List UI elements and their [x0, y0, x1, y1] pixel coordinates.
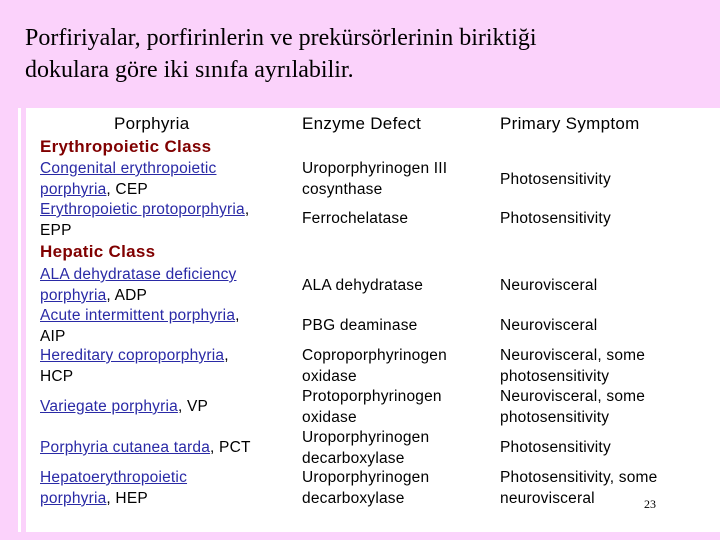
primary-symptom: Neurovisceral	[500, 277, 598, 294]
slide-title-line: dokulara göre iki sınıfa ayrılabilir.	[25, 57, 354, 83]
porphyria-link[interactable]: Porphyria cutanea tarda	[40, 439, 211, 456]
porphyria-name: Porphyria cutanea tarda, PCT	[40, 439, 251, 456]
slide-title-line: Porfiriyalar, porfirinlerin ve prekürsörlerinin biriktiği	[25, 25, 537, 51]
porphyria-link[interactable]: Erythropoietic protoporphyria	[40, 201, 245, 218]
enzyme-defect: PBG deaminase	[302, 317, 418, 334]
slide-title	[25, 22, 705, 86]
header-porphyria: Porphyria	[114, 114, 190, 133]
porphyria-name: Hepatoerythropoietic porphyria, HEP	[40, 469, 188, 507]
porphyria-name: Hereditary coproporphyria, HCP	[40, 347, 229, 385]
porphyria-name: Variegate porphyria, VP	[40, 398, 209, 415]
porphyria-link[interactable]: Variegate porphyria	[40, 398, 178, 415]
porphyria-link[interactable]: porphyria	[40, 287, 107, 304]
enzyme-defect: Uroporphyrinogen III cosynthase	[302, 160, 448, 198]
primary-symptom: Neurovisceral	[500, 317, 598, 334]
enzyme-defect: ALA dehydratase	[302, 277, 424, 294]
porphyria-name: Congenital erythropoietic porphyria, CEP	[40, 160, 217, 198]
porphyria-name: Erythropoietic protoporphyria, EPP	[40, 201, 250, 239]
primary-symptom: Photosensitivity, some neurovisceral	[500, 469, 658, 507]
porphyria-link[interactable]: porphyria	[40, 181, 107, 198]
primary-symptom: Photosensitivity	[500, 439, 611, 456]
enzyme-defect: Uroporphyrinogen decarboxylase	[302, 429, 430, 467]
enzyme-defect: Coproporphyrinogen oxidase	[302, 347, 447, 385]
enzyme-defect: Uroporphyrinogen decarboxylase	[302, 469, 430, 507]
page-number: 23	[644, 497, 656, 511]
primary-symptom: Neurovisceral, some photosensitivity	[500, 388, 646, 426]
enzyme-defect: Protoporphyrinogen oxidase	[302, 388, 442, 426]
header-primary-symptom: Primary Symptom	[500, 114, 640, 133]
primary-symptom: Photosensitivity	[500, 171, 611, 188]
porphyria-link[interactable]: ALA dehydratase deficiency	[40, 266, 237, 283]
primary-symptom: Photosensitivity	[500, 210, 611, 227]
header-enzyme-defect: Enzyme Defect	[302, 114, 422, 133]
enzyme-defect: Ferrochelatase	[302, 210, 409, 227]
porphyria-link[interactable]: Hepatoerythropoietic	[40, 469, 188, 486]
porphyria-link[interactable]: Acute intermittent porphyria	[40, 307, 236, 324]
porphyria-name: Acute intermittent porphyria, AIP	[40, 307, 240, 345]
primary-symptom: Neurovisceral, some photosensitivity	[500, 347, 646, 385]
class-heading-erythropoietic: Erythropoietic Class	[40, 137, 212, 156]
porphyria-link[interactable]: Hereditary coproporphyria	[40, 347, 225, 364]
class-heading-hepatic: Hepatic Class	[40, 242, 156, 261]
left-divider	[18, 108, 21, 532]
porphyria-name: ALA dehydratase deficiency porphyria, ADP	[40, 266, 237, 304]
porphyria-link[interactable]: Congenital erythropoietic	[40, 160, 217, 177]
porphyria-link[interactable]: porphyria	[40, 490, 107, 507]
